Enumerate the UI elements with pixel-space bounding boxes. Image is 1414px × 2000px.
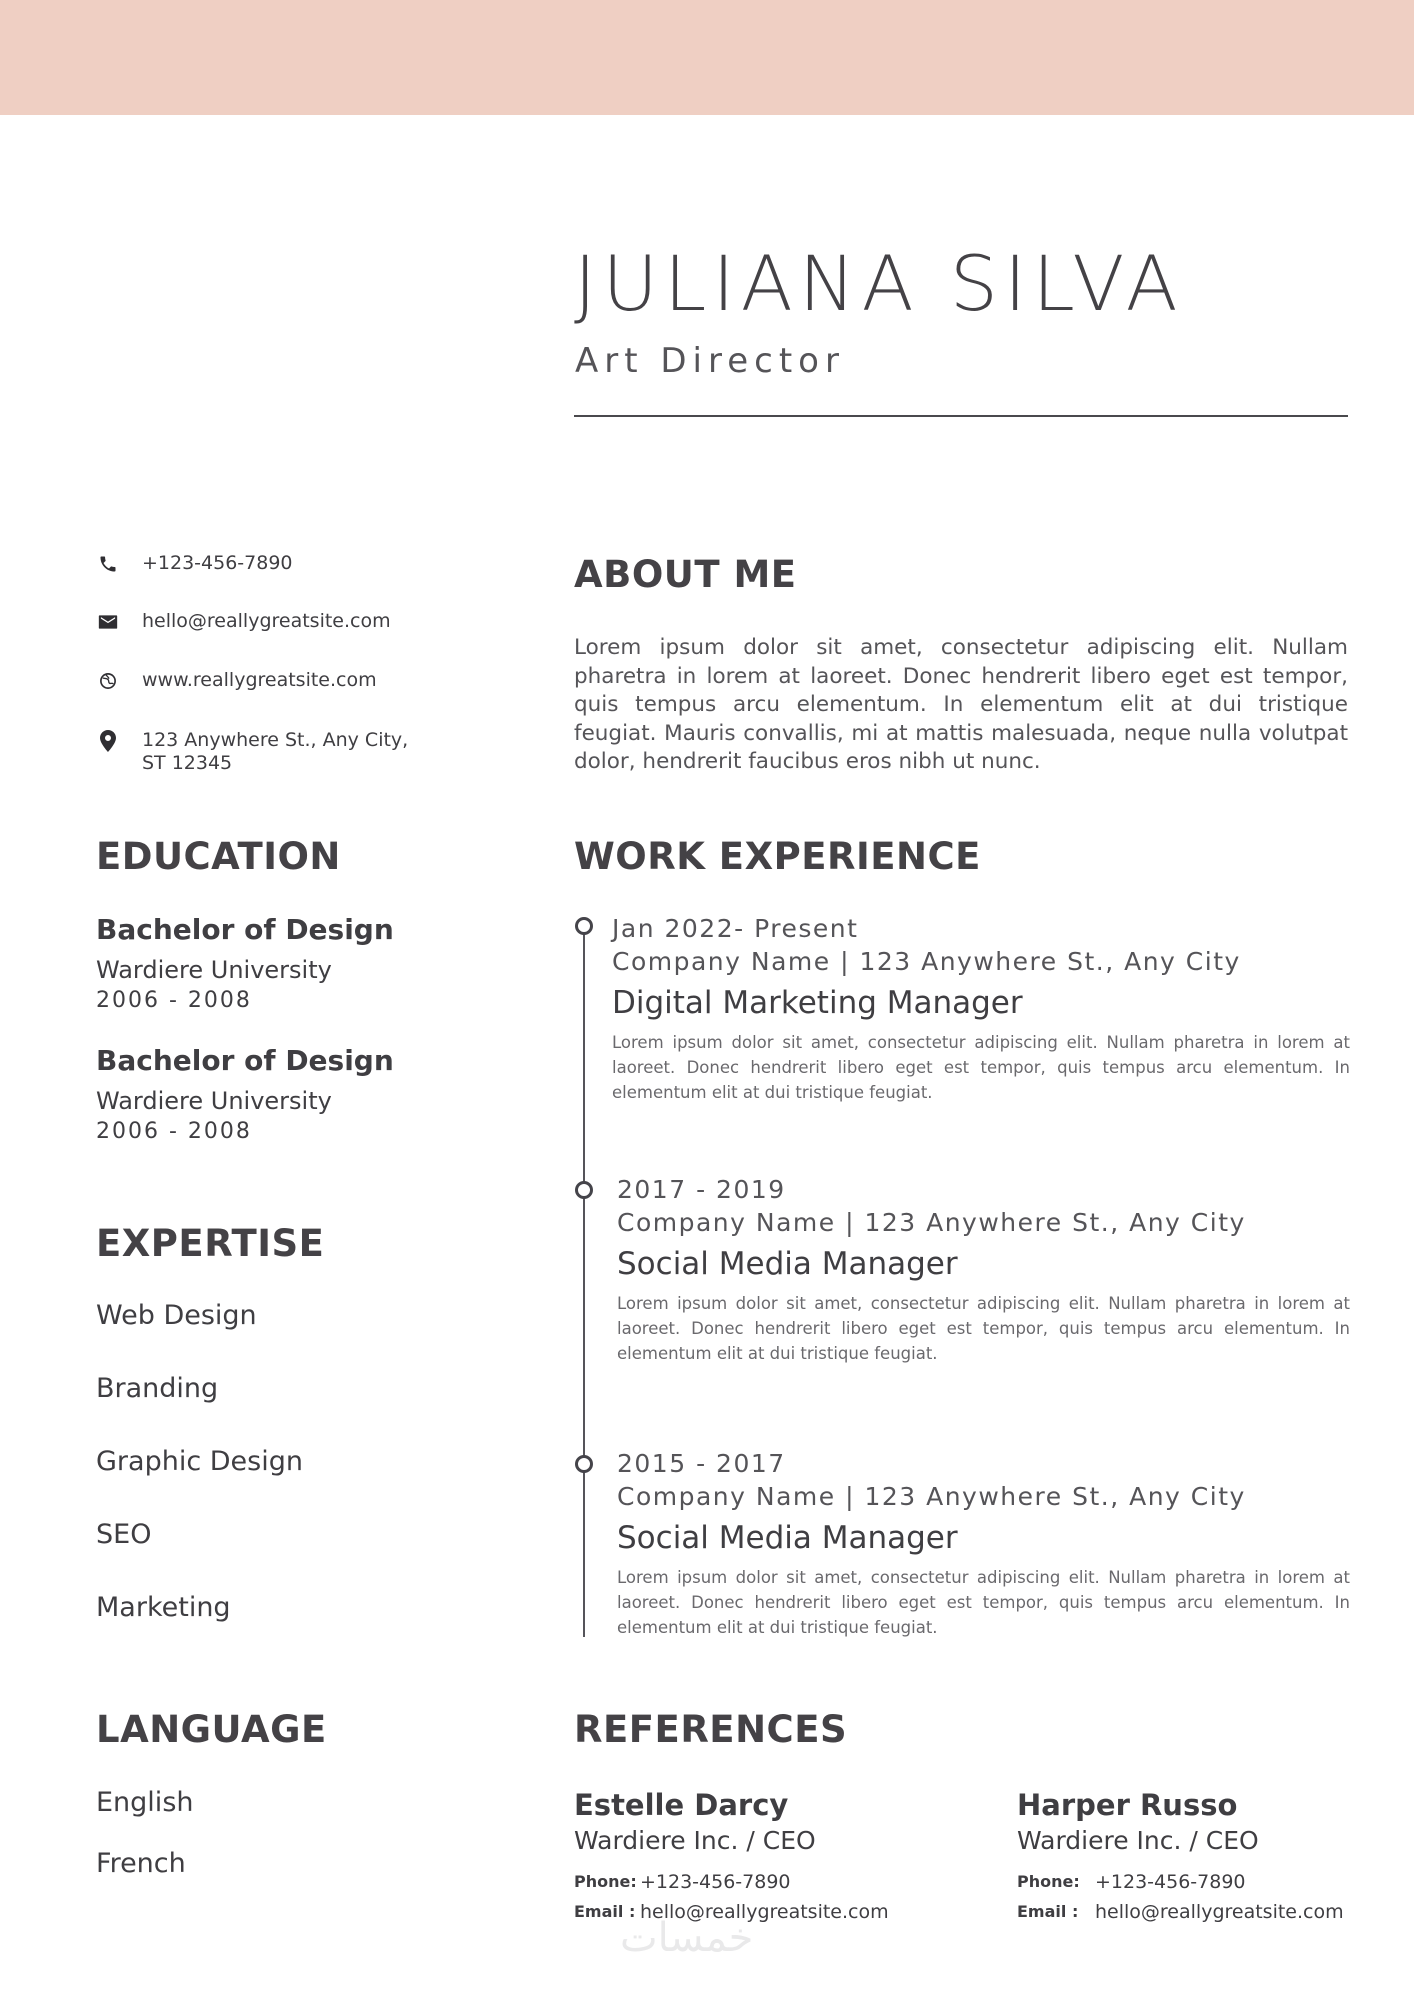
location-pin-icon: [96, 729, 120, 753]
reference-phone[interactable]: +123-456-7890: [640, 1871, 791, 1893]
job-role: Art Director: [575, 341, 845, 381]
job-title: Social Media Manager: [617, 1520, 958, 1556]
education-school: Wardiere University: [96, 956, 332, 984]
reference-name: Estelle Darcy: [574, 1788, 789, 1822]
contact-address: [96, 729, 412, 775]
timeline-line: [583, 925, 585, 1637]
education-degree: Bachelor of Design: [96, 913, 394, 946]
name-divider: [574, 415, 1348, 417]
reference-card: [1017, 1787, 1414, 1927]
reference-company: Wardiere Inc. / CEO: [1017, 1826, 1259, 1855]
phone-icon: [96, 552, 120, 576]
expertise-item: SEO: [96, 1519, 152, 1550]
timeline-dot: [575, 917, 593, 935]
job-company: Company Name | 123 Anywhere St., Any City: [617, 1482, 1246, 1511]
job-date: 2017 - 2019: [617, 1175, 786, 1204]
work-experience-title: WORK EXPERIENCE: [574, 835, 981, 878]
job-description: Lorem ipsum dolor sit amet, consectetur adipiscing elit. Nullam pharetra in lorem at laoreet. Donec hendrerit libero eget est tempor, quis tempus arcu elementum. In elementum elit at dui tristique feugiat.: [612, 1033, 1350, 1102]
expertise-title: EXPERTISE: [96, 1222, 325, 1265]
job-entry: [612, 912, 1350, 1105]
email-label: Email :: [1017, 1902, 1079, 1921]
job-date: Jan 2022- Present: [612, 914, 859, 943]
job-date: 2015 - 2017: [617, 1449, 786, 1478]
reference-card: [574, 1787, 974, 1927]
reference-phone[interactable]: +123-456-7890: [1095, 1871, 1246, 1893]
email-label: Email :: [574, 1902, 636, 1921]
email-text: hello@reallygreatsite.com: [142, 610, 391, 632]
watermark-logo: خمسات: [620, 1915, 754, 1961]
address-text: 123 Anywhere St., Any City, ST 12345: [142, 729, 409, 774]
timeline-dot: [575, 1181, 593, 1199]
phone-text: +123-456-7890: [142, 552, 293, 574]
job-entry: [617, 1447, 1350, 1640]
mail-icon: [96, 610, 120, 634]
expertise-item: Marketing: [96, 1592, 231, 1623]
reference-email[interactable]: hello@reallygreatsite.com: [1095, 1901, 1344, 1923]
job-company: Company Name | 123 Anywhere St., Any City: [612, 947, 1241, 976]
job-title: Social Media Manager: [617, 1246, 958, 1282]
education-years: 2006 - 2008: [96, 1119, 252, 1144]
job-entry: [617, 1173, 1350, 1366]
job-company: Company Name | 123 Anywhere St., Any City: [617, 1208, 1246, 1237]
timeline-dot: [575, 1455, 593, 1473]
language-item: English: [96, 1787, 194, 1818]
references-title: REFERENCES: [574, 1708, 848, 1751]
expertise-item: Branding: [96, 1373, 219, 1404]
reference-phone-row: [574, 1867, 974, 1897]
reference-name: Harper Russo: [1017, 1788, 1238, 1822]
job-description: Lorem ipsum dolor sit amet, consectetur adipiscing elit. Nullam pharetra in lorem at laoreet. Donec hendrerit libero eget est tempor, quis tempus arcu elementum. In elementum elit at dui tristique feugiat.: [617, 1568, 1350, 1637]
expertise-item: Graphic Design: [96, 1446, 303, 1477]
phone-label: Phone:: [1017, 1872, 1080, 1891]
person-name: JULIANA SILVA: [574, 239, 1184, 328]
education-years: 2006 - 2008: [96, 988, 252, 1013]
website-text: www.reallygreatsite.com: [142, 669, 377, 691]
reference-email[interactable]: hello@reallygreatsite.com: [640, 1901, 889, 1923]
reference-email-row: [1017, 1897, 1414, 1927]
contact-email[interactable]: [96, 610, 412, 634]
contact-phone[interactable]: [96, 552, 412, 576]
reference-company: Wardiere Inc. / CEO: [574, 1826, 816, 1855]
language-item: French: [96, 1848, 186, 1879]
job-description: Lorem ipsum dolor sit amet, consectetur adipiscing elit. Nullam pharetra in lorem at laoreet. Donec hendrerit libero eget est tempor, quis tempus arcu elementum. In elementum elit at dui tristique feugiat.: [617, 1294, 1350, 1363]
language-title: LANGUAGE: [96, 1708, 327, 1751]
education-title: EDUCATION: [96, 835, 341, 878]
job-title: Digital Marketing Manager: [612, 985, 1023, 1021]
globe-icon: [96, 669, 120, 693]
education-school: Wardiere University: [96, 1087, 332, 1115]
expertise-item: Web Design: [96, 1300, 257, 1331]
contact-website[interactable]: [96, 669, 412, 693]
education-degree: Bachelor of Design: [96, 1044, 394, 1077]
header-band: [0, 0, 1414, 115]
reference-phone-row: [1017, 1867, 1414, 1897]
about-text: Lorem ipsum dolor sit amet, consectetur adipiscing elit. Nullam pharetra in lorem at laoreet. Donec hendrerit libero eget est tempor, quis tempus arcu elementum. In elementum elit at dui tristique feugiat. Mauris convallis, mi at mattis malesuada, neque nulla volutpat dolor, hendrerit faucibus eros nibh ut nunc.: [574, 635, 1348, 774]
phone-label: Phone:: [574, 1872, 637, 1891]
about-title: ABOUT ME: [574, 553, 797, 596]
